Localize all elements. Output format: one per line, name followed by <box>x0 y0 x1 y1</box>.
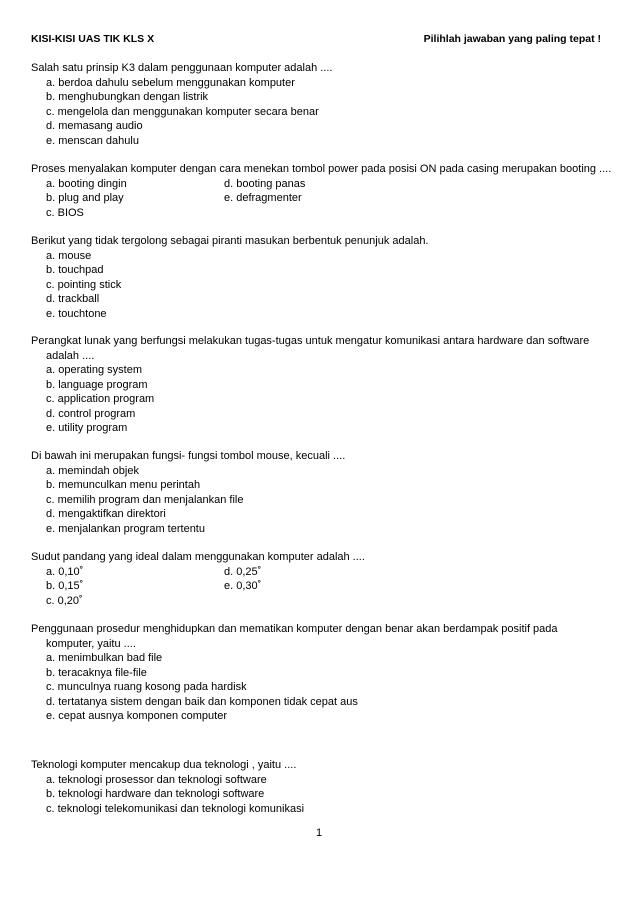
option-b: b. plug and play <box>46 192 124 204</box>
option-c: c. BIOS <box>46 206 84 219</box>
option-c: c. mengelola dan menggunakan komputer secara benar <box>46 105 319 118</box>
option-d: d. mengaktifkan direktori <box>46 508 166 520</box>
question-text: Salah satu prinsip K3 dalam penggunaan komputer adalah .... <box>31 62 333 74</box>
question-text: Sudut pandang yang ideal dalam menggunakan komputer adalah .... <box>31 551 365 563</box>
question-3 <box>31 234 601 321</box>
option-b: b. teracaknya file-file <box>46 666 147 679</box>
question-text-continued: komputer, yaitu .... <box>46 637 136 650</box>
question-8 <box>31 758 601 816</box>
question-2 <box>31 162 611 220</box>
question-text: Proses menyalakan komputer dengan cara menekan tombol power pada posisi ON pada casing merupakan booting .... <box>31 163 612 175</box>
option-a: a. 0,10˚ <box>46 565 84 578</box>
option-d: d. control program <box>46 407 136 420</box>
empty-cell <box>224 206 611 221</box>
option-c: c. application program <box>46 393 155 405</box>
document-page <box>31 32 612 815</box>
question-4 <box>31 334 606 436</box>
option-e: e. cepat ausnya komponen computer <box>46 710 228 722</box>
option-b: b. 0,15˚ <box>46 580 84 592</box>
option-c: c. teknologi telekomunikasi dan teknologi komunikasi <box>46 802 305 815</box>
option-e: e. menscan dahulu <box>46 134 139 147</box>
page-number: 1 <box>315 827 323 839</box>
option-a: a. berdoa dahulu sebelum menggunakan komputer <box>46 76 295 89</box>
option-e: e. touchtone <box>46 307 107 320</box>
header-instruction: Pilihlah jawaban yang paling tepat ! <box>423 33 601 45</box>
option-b: b. menghubungkan dengan listrik <box>46 91 209 103</box>
question-1 <box>31 61 601 148</box>
question-text: Di bawah ini merupakan fungsi- fungsi tombol mouse, kecuali .... <box>31 450 346 462</box>
option-d: d. trackball <box>46 293 100 305</box>
document-header <box>31 32 601 47</box>
question-text: Teknologi komputer mencakup dua teknologi , yaitu .... <box>31 759 297 771</box>
option-c: c. munculnya ruang kosong pada hardisk <box>46 681 247 693</box>
option-d: d. 0,25˚ <box>224 565 262 578</box>
question-6 <box>31 550 601 608</box>
question-text: Penggunaan prosedur menghidupkan dan mematikan komputer dengan benar akan berdampak positif pada <box>31 623 558 635</box>
question-7 <box>31 622 601 724</box>
empty-cell <box>224 594 601 609</box>
option-a: a. mouse <box>46 249 92 262</box>
option-e: e. defragmenter <box>224 192 302 204</box>
option-e: e. utility program <box>46 422 128 434</box>
question-text-continued: adalah .... <box>46 349 95 362</box>
option-a: a. teknologi prosessor dan teknologi software <box>46 773 267 786</box>
option-b: b. memunculkan menu perintah <box>46 479 201 491</box>
option-a: a. memindah objek <box>46 464 139 477</box>
option-b: b. touchpad <box>46 264 104 276</box>
option-e: e. 0,30˚ <box>224 580 262 592</box>
header-title: KISI-KISI UAS TIK KLS X <box>31 33 155 45</box>
question-text: Perangkat lunak yang berfungsi melakukan tugas-tugas untuk mengatur komunikasi antara hardware dan software <box>31 335 590 347</box>
option-a: a. menimbulkan bad file <box>46 652 163 664</box>
option-b: b. language program <box>46 378 148 391</box>
question-5 <box>31 449 601 536</box>
option-a: a. operating system <box>46 364 142 376</box>
option-c: c. memilih program dan menjalankan file <box>46 493 244 506</box>
option-c: c. pointing stick <box>46 278 122 291</box>
option-c: c. 0,20˚ <box>46 594 83 607</box>
option-b: b. teknologi hardware dan teknologi software <box>46 788 265 800</box>
option-a: a. booting dingin <box>46 177 127 190</box>
question-text: Berikut yang tidak tergolong sebagai piranti masukan berbentuk penunjuk adalah. <box>31 235 429 247</box>
option-d: d. memasang audio <box>46 120 143 132</box>
option-d: d. tertatanya sistem dengan baik dan komponen tidak cepat aus <box>46 695 358 708</box>
option-d: d. booting panas <box>224 177 306 190</box>
option-e: e. menjalankan program tertentu <box>46 522 205 535</box>
